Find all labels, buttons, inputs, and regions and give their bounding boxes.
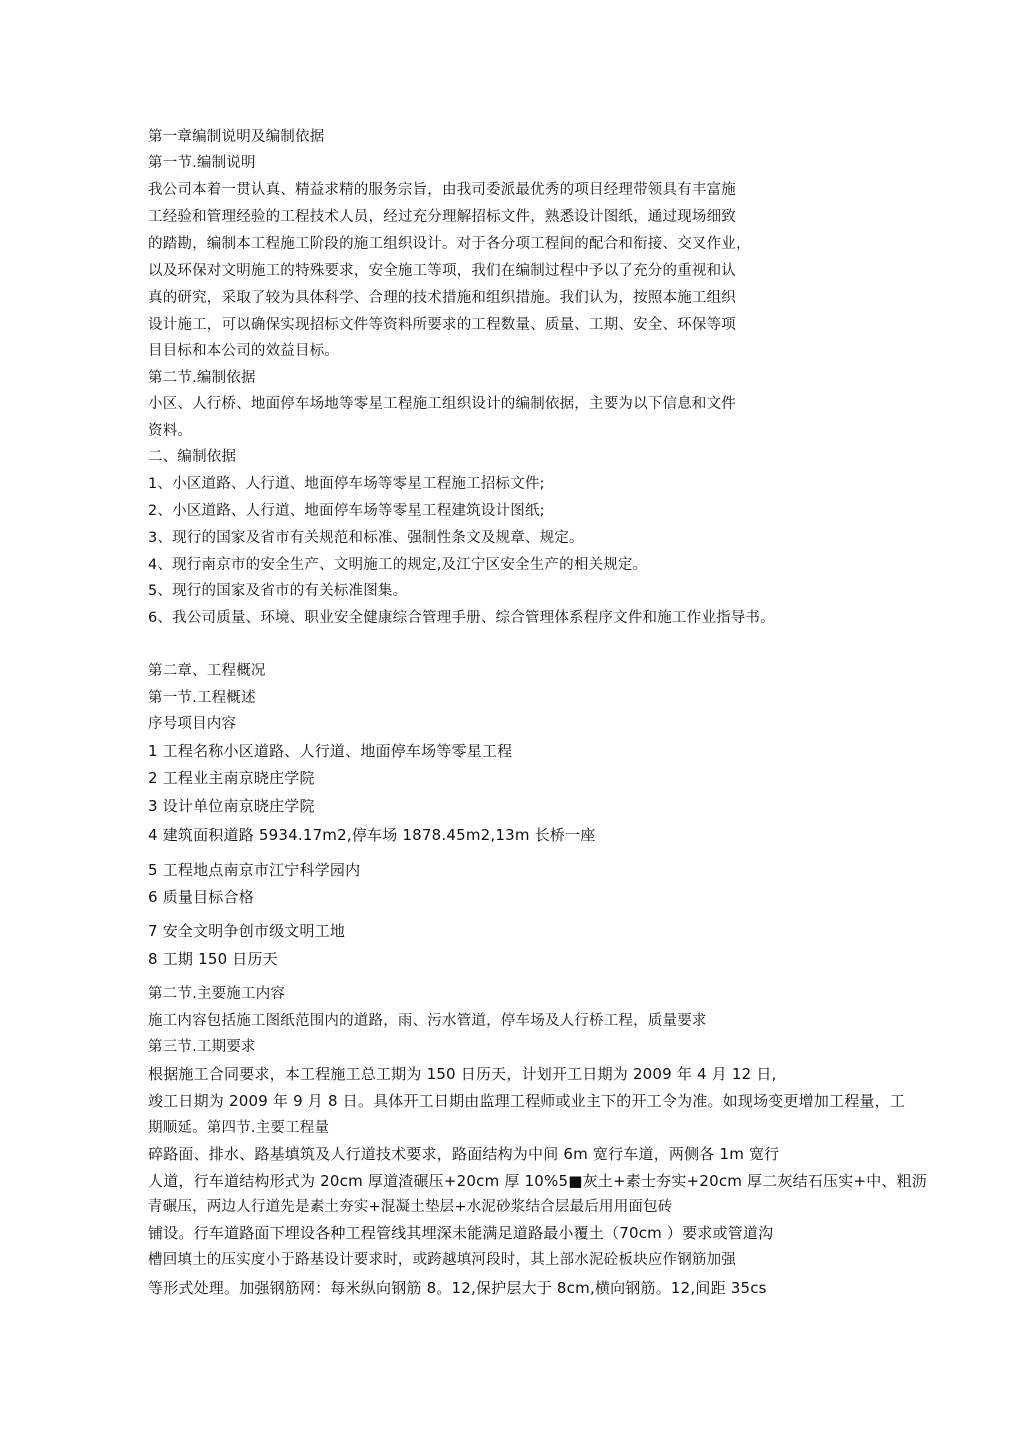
paragraph-line: 目目标和本公司的效益目标。 (148, 343, 340, 359)
section-heading: 第一节.工程概述 (148, 690, 256, 706)
table-row: 5 工程地点南京市江宁科学园内 (148, 861, 361, 879)
paragraph-line: 竣工日期为 2009 年 9 月 8 日。具体开工日期由监理工程师或业主下的开工令为准。如现场变更增加工程量，工 (148, 1092, 906, 1110)
table-row: 1 工程名称小区道路、人行道、地面停车场等零星工程 (148, 742, 513, 760)
paragraph-line: 设计施工，可以确保实现招标文件等资料所要求的工程数量、质量、工期、安全、环保等项 (148, 317, 736, 333)
paragraph-line: 等形式处理。加强钢筋网：每米纵向钢筋 8。12,保护层大于 8cm,横向钢筋。12,间距 35cs (148, 1279, 767, 1297)
section-heading: 第一节.编制说明 (148, 155, 256, 171)
list-item: 3、现行的国家及省市有关规范和标准、强制性条文及规章、规定。 (148, 530, 584, 546)
table-row: 8 工期 150 日历天 (148, 950, 278, 968)
paragraph-line: 工经验和管理经验的工程技术人员，经过充分理解招标文件，熟悉设计图纸，通过现场细致 (148, 209, 736, 225)
chapter-heading: 第二章、工程概况 (148, 663, 266, 679)
table-row: 4 建筑面积道路 5934.17m2,停车场 1878.45m2,13m 长桥一座 (148, 826, 596, 844)
subsection-heading: 二、编制依据 (148, 449, 237, 465)
table-header: 序号项目内容 (148, 716, 237, 732)
paragraph-line: 碎路面、排水、路基填筑及人行道技术要求，路面结构为中间 6m 宽行车道，两侧各 1m 宽行 (148, 1145, 780, 1163)
list-item: 1、小区道路、人行道、地面停车场等零星工程施工招标文件; (148, 476, 545, 492)
table-row: 3 设计单位南京晓庄学院 (148, 797, 315, 815)
list-item: 6、我公司质量、环境、职业安全健康综合管理手册、综合管理体系程序文件和施工作业指导书。 (148, 610, 775, 626)
paragraph-line: 施工内容包括施工图纸范围内的道路，雨、污水管道，停车场及人行桥工程，质量要求 (148, 1013, 707, 1029)
list-item: 5、现行的国家及省市的有关标准图集。 (148, 583, 408, 599)
list-item: 4、现行南京市的安全生产、文明施工的规定,及江宁区安全生产的相关规定。 (148, 557, 648, 573)
section-heading: 第三节.工期要求 (148, 1039, 256, 1055)
paragraph-line: 真的研究，采取了较为具体科学、合理的技术措施和组织措施。我们认为，按照本施工组织 (148, 290, 736, 306)
chapter-heading: 第一章编制说明及编制依据 (148, 129, 325, 145)
paragraph-line: 小区、人行桥、地面停车场地等零星工程施工组织设计的编制依据，主要为以下信息和文件 (148, 396, 736, 412)
paragraph-line: 槽回填土的压实度小于路基设计要求时，或跨越填河段时，其上部水泥砼板块应作钢筋加强 (148, 1252, 736, 1268)
paragraph-line: 的踏勘，编制本工程施工阶段的施工组织设计。对于各分项工程间的配合和衔接、交叉作业， (148, 236, 751, 252)
table-row: 7 安全文明争创市级文明工地 (148, 922, 346, 940)
paragraph-line: 根据施工合同要求，本工程施工总工期为 150 日历天，计划开工日期为 2009 年 4 月 12 日, (148, 1065, 777, 1083)
table-row: 6 质量目标合格 (148, 888, 254, 906)
paragraph-line: 青碾压，两边人行道先是素土夯实+混凝土垫层+水泥砂浆结合层最后用用面包砖 (148, 1199, 673, 1215)
paragraph-line: 人道，行车道结构形式为 20cm 厚道渣碾压+20cm 厚 10%5■灰土+素士夯实+20cm 厚二灰结石压实+中、粗沥 (148, 1172, 928, 1190)
section-heading: 第二节.主要施工内容 (148, 986, 286, 1002)
paragraph-line: 铺设。行车道路面下埋设各种工程管线其埋深未能满足道路最小覆土（70cm ）要求或管道沟 (148, 1224, 774, 1242)
paragraph-line: 资料。 (148, 423, 193, 439)
list-item: 2、小区道路、人行道、地面停车场等零星工程建筑设计图纸; (148, 503, 545, 519)
paragraph-line: 以及环保对文明施工的特殊要求，安全施工等项，我们在编制过程中予以了充分的重视和认 (148, 263, 736, 279)
paragraph-line: 我公司本着一贯认真、精益求精的服务宗旨，由我司委派最优秀的项目经理带领具有丰富施 (148, 182, 736, 198)
paragraph-line: 期顺延。第四节.主要工程量 (148, 1120, 330, 1136)
table-row: 2 工程业主南京晓庄学院 (148, 769, 315, 787)
section-heading: 第二节.编制依据 (148, 370, 256, 386)
